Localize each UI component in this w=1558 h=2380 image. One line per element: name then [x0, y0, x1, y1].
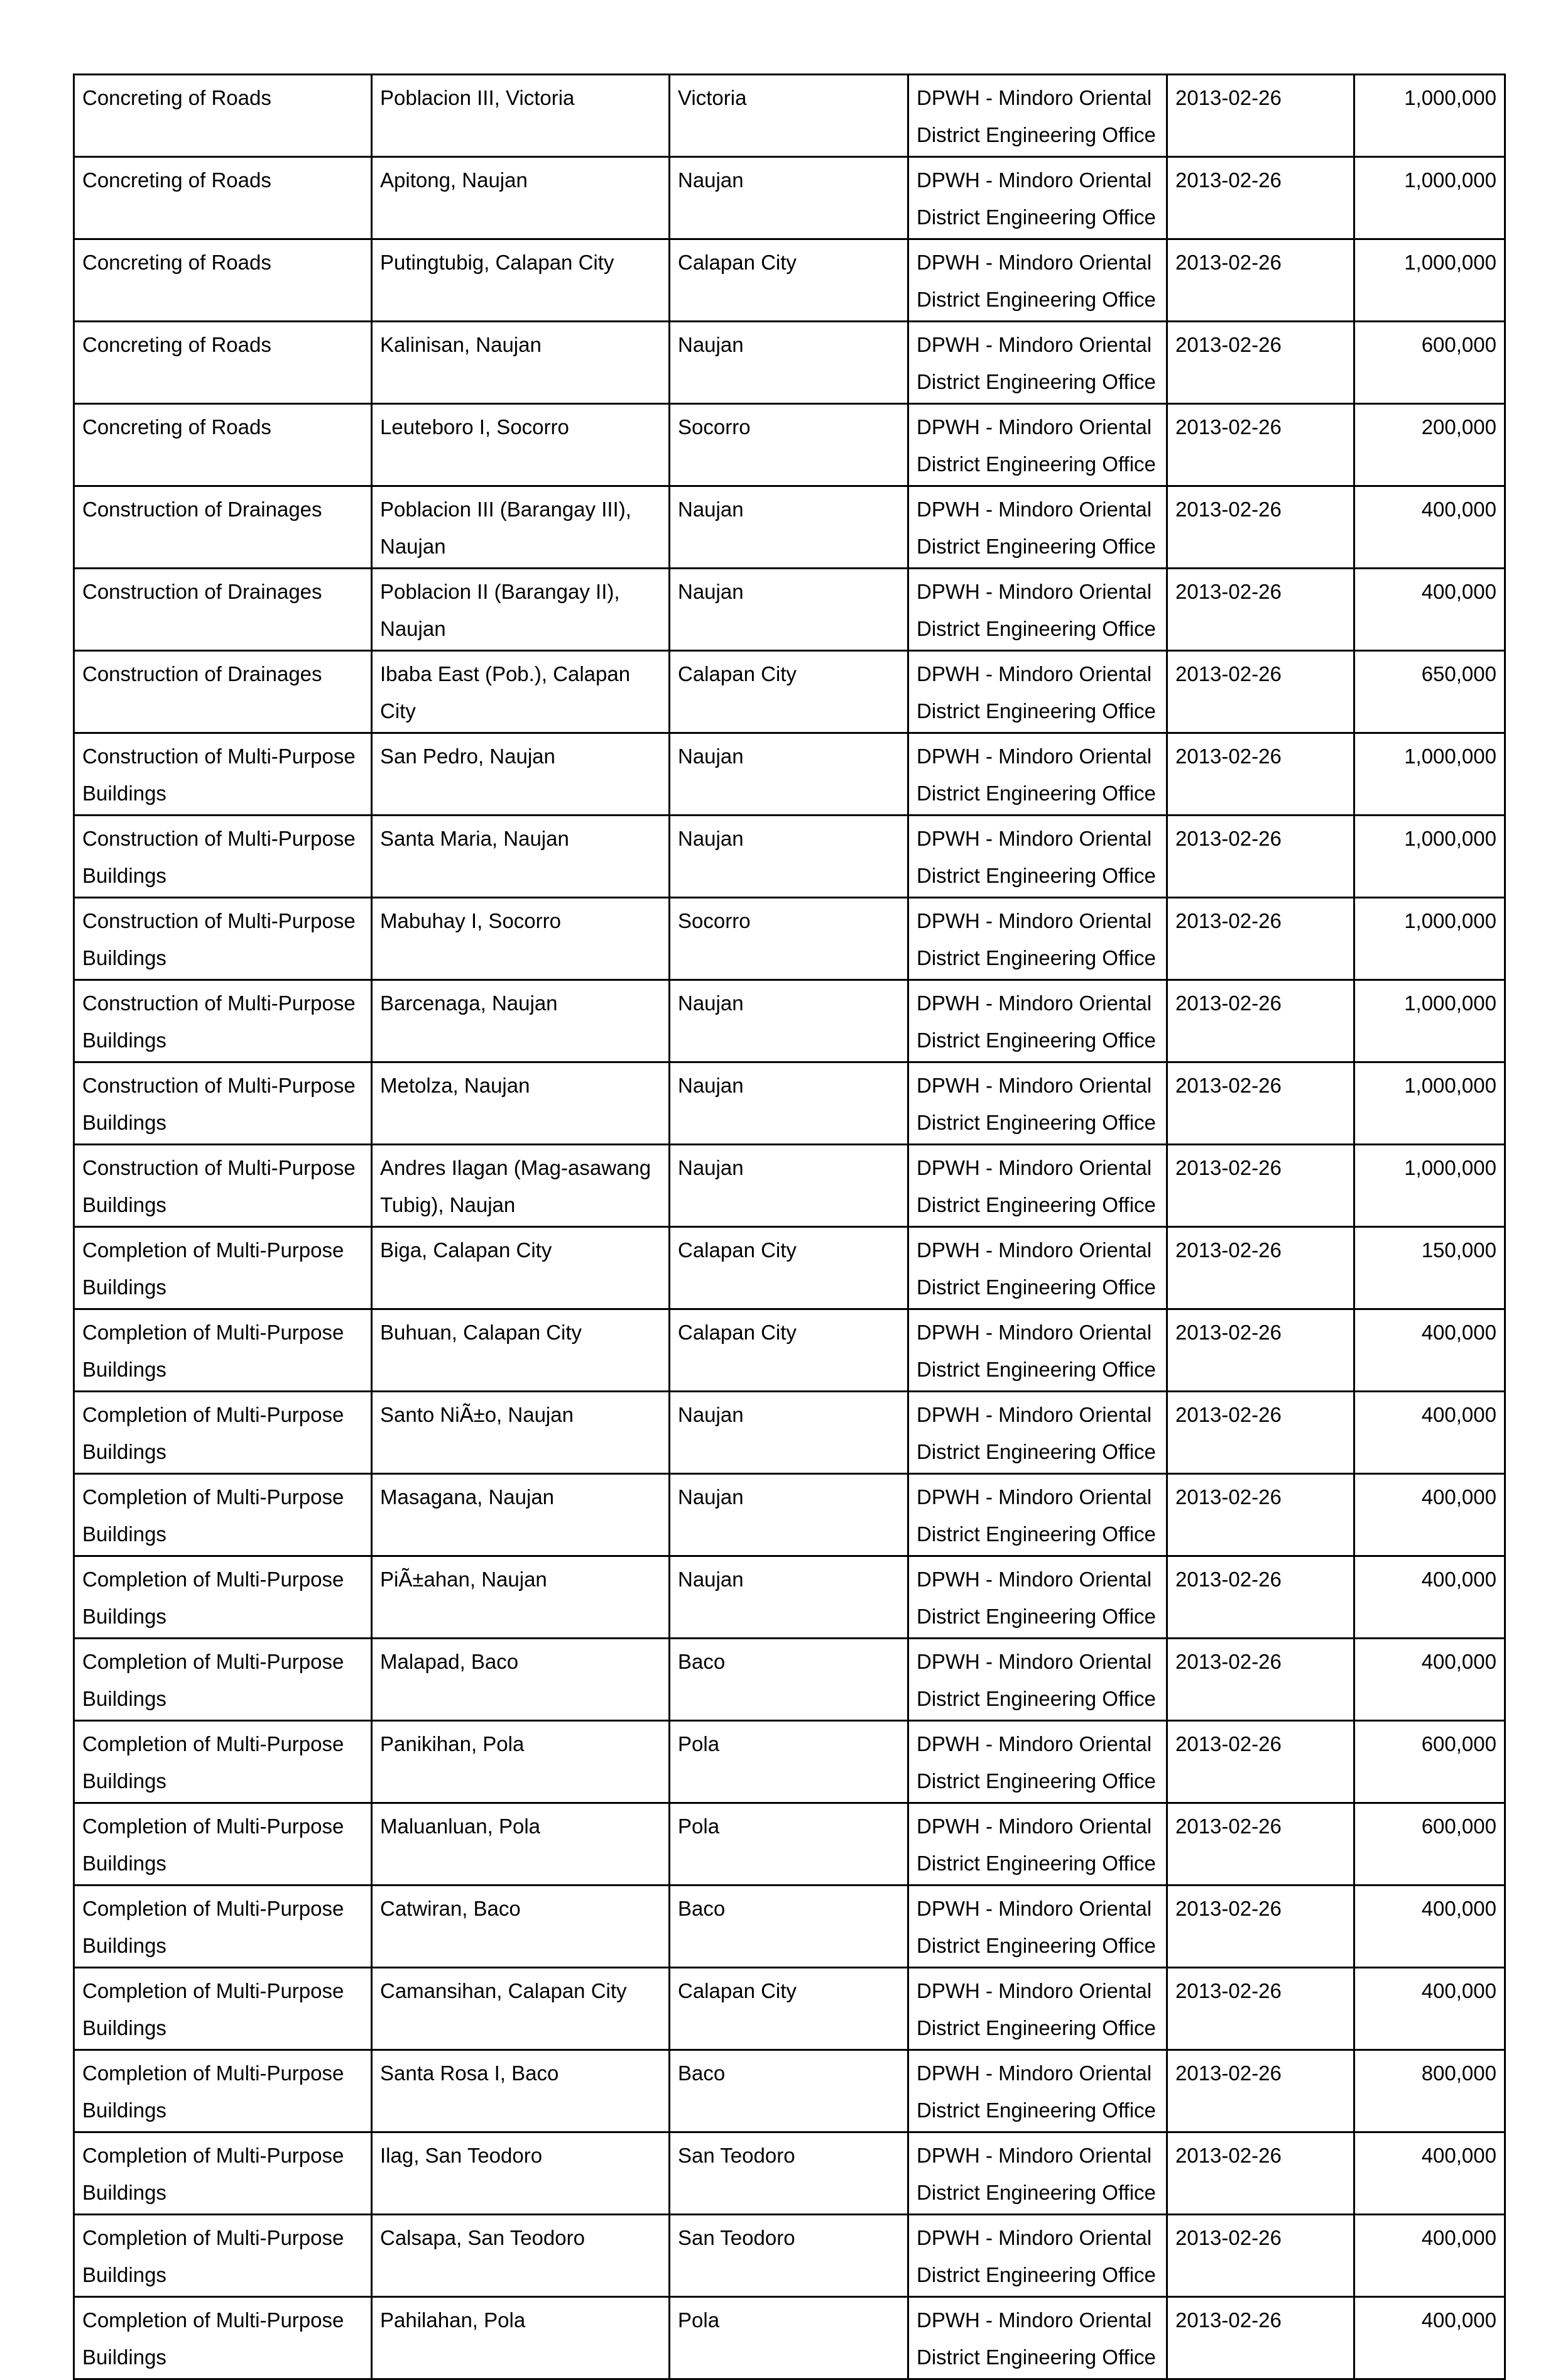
amount-cell: 1,000,000 [1354, 1062, 1505, 1145]
location-cell: Ilag, San Teodoro [372, 2132, 670, 2215]
table-row [74, 1227, 1505, 1309]
amount-cell: 800,000 [1354, 2050, 1505, 2132]
table-row [74, 404, 1505, 486]
date-cell: 2013-02-26 [1167, 2132, 1354, 2215]
project-cell: Construction of Drainages [74, 486, 372, 569]
project-cell: Completion of Multi-Purpose Buildings [74, 1968, 372, 2050]
table-row [74, 2132, 1505, 2215]
project-cell: Completion of Multi-Purpose Buildings [74, 1721, 372, 1803]
project-cell: Construction of Multi-Purpose Buildings [74, 898, 372, 980]
location-cell: Masagana, Naujan [372, 1474, 670, 1556]
municipality-cell: Baco [670, 2050, 908, 2132]
table-row [74, 1886, 1505, 1968]
table-row [74, 1474, 1505, 1556]
agency-cell: DPWH - Mindoro Oriental District Engineering Office [908, 1227, 1167, 1309]
project-cell: Completion of Multi-Purpose Buildings [74, 1309, 372, 1392]
table-row [74, 651, 1505, 733]
municipality-cell: Naujan [670, 1474, 908, 1556]
agency-cell: DPWH - Mindoro Oriental District Engineering Office [908, 651, 1167, 733]
agency-cell: DPWH - Mindoro Oriental District Engineering Office [908, 1721, 1167, 1803]
municipality-cell: Naujan [670, 733, 908, 816]
table-row [74, 2215, 1505, 2297]
amount-cell: 150,000 [1354, 1227, 1505, 1309]
table-row [74, 239, 1505, 322]
date-cell: 2013-02-26 [1167, 239, 1354, 322]
location-cell: Metolza, Naujan [372, 1062, 670, 1145]
agency-cell: DPWH - Mindoro Oriental District Engineering Office [908, 898, 1167, 980]
amount-cell: 600,000 [1354, 322, 1505, 404]
date-cell: 2013-02-26 [1167, 2297, 1354, 2379]
project-cell: Concreting of Roads [74, 157, 372, 239]
amount-cell: 400,000 [1354, 2215, 1505, 2297]
location-cell: Apitong, Naujan [372, 157, 670, 239]
amount-cell: 200,000 [1354, 404, 1505, 486]
agency-cell: DPWH - Mindoro Oriental District Engineering Office [908, 75, 1167, 157]
projects-table-body [74, 75, 1505, 2379]
date-cell: 2013-02-26 [1167, 1474, 1354, 1556]
project-cell: Completion of Multi-Purpose Buildings [74, 1886, 372, 1968]
municipality-cell: Victoria [670, 75, 908, 157]
amount-cell: 1,000,000 [1354, 75, 1505, 157]
location-cell: Santa Maria, Naujan [372, 816, 670, 898]
location-cell: Poblacion III, Victoria [372, 75, 670, 157]
date-cell: 2013-02-26 [1167, 1227, 1354, 1309]
municipality-cell: Naujan [670, 1145, 908, 1227]
table-row [74, 1392, 1505, 1474]
location-cell: Poblacion II (Barangay II), Naujan [372, 569, 670, 651]
amount-cell: 400,000 [1354, 2297, 1505, 2379]
table-row [74, 486, 1505, 569]
date-cell: 2013-02-26 [1167, 157, 1354, 239]
project-cell: Completion of Multi-Purpose Buildings [74, 2215, 372, 2297]
date-cell: 2013-02-26 [1167, 1886, 1354, 1968]
agency-cell: DPWH - Mindoro Oriental District Engineering Office [908, 239, 1167, 322]
table-row [74, 733, 1505, 816]
agency-cell: DPWH - Mindoro Oriental District Engineering Office [908, 1474, 1167, 1556]
project-cell: Construction of Multi-Purpose Buildings [74, 733, 372, 816]
table-row [74, 980, 1505, 1062]
amount-cell: 400,000 [1354, 1639, 1505, 1721]
municipality-cell: Pola [670, 1803, 908, 1886]
agency-cell: DPWH - Mindoro Oriental District Engineering Office [908, 1145, 1167, 1227]
location-cell: Santa Rosa I, Baco [372, 2050, 670, 2132]
project-cell: Construction of Multi-Purpose Buildings [74, 1062, 372, 1145]
date-cell: 2013-02-26 [1167, 1556, 1354, 1639]
municipality-cell: Baco [670, 1886, 908, 1968]
table-row [74, 1803, 1505, 1886]
agency-cell: DPWH - Mindoro Oriental District Engineering Office [908, 2215, 1167, 2297]
municipality-cell: Naujan [670, 322, 908, 404]
municipality-cell: Calapan City [670, 1227, 908, 1309]
agency-cell: DPWH - Mindoro Oriental District Engineering Office [908, 157, 1167, 239]
municipality-cell: San Teodoro [670, 2215, 908, 2297]
table-row [74, 75, 1505, 157]
date-cell: 2013-02-26 [1167, 1392, 1354, 1474]
municipality-cell: Calapan City [670, 239, 908, 322]
project-cell: Completion of Multi-Purpose Buildings [74, 1474, 372, 1556]
agency-cell: DPWH - Mindoro Oriental District Engineering Office [908, 322, 1167, 404]
amount-cell: 1,000,000 [1354, 980, 1505, 1062]
municipality-cell: Naujan [670, 569, 908, 651]
amount-cell: 400,000 [1354, 1556, 1505, 1639]
project-cell: Concreting of Roads [74, 75, 372, 157]
date-cell: 2013-02-26 [1167, 651, 1354, 733]
location-cell: Ibaba East (Pob.), Calapan City [372, 651, 670, 733]
date-cell: 2013-02-26 [1167, 1309, 1354, 1392]
project-cell: Concreting of Roads [74, 239, 372, 322]
amount-cell: 400,000 [1354, 486, 1505, 569]
municipality-cell: Naujan [670, 1556, 908, 1639]
table-row [74, 2297, 1505, 2379]
location-cell: Mabuhay I, Socorro [372, 898, 670, 980]
project-cell: Completion of Multi-Purpose Buildings [74, 1803, 372, 1886]
amount-cell: 400,000 [1354, 1309, 1505, 1392]
agency-cell: DPWH - Mindoro Oriental District Engineering Office [908, 1309, 1167, 1392]
amount-cell: 400,000 [1354, 1474, 1505, 1556]
location-cell: Camansihan, Calapan City [372, 1968, 670, 2050]
municipality-cell: San Teodoro [670, 2132, 908, 2215]
municipality-cell: Naujan [670, 486, 908, 569]
amount-cell: 400,000 [1354, 1886, 1505, 1968]
location-cell: Malapad, Baco [372, 1639, 670, 1721]
date-cell: 2013-02-26 [1167, 816, 1354, 898]
project-cell: Completion of Multi-Purpose Buildings [74, 1639, 372, 1721]
location-cell: Pahilahan, Pola [372, 2297, 670, 2379]
project-cell: Concreting of Roads [74, 322, 372, 404]
amount-cell: 400,000 [1354, 2132, 1505, 2215]
table-row [74, 1968, 1505, 2050]
date-cell: 2013-02-26 [1167, 322, 1354, 404]
agency-cell: DPWH - Mindoro Oriental District Engineering Office [908, 1968, 1167, 2050]
date-cell: 2013-02-26 [1167, 1145, 1354, 1227]
table-row [74, 1309, 1505, 1392]
amount-cell: 1,000,000 [1354, 157, 1505, 239]
amount-cell: 600,000 [1354, 1721, 1505, 1803]
table-row [74, 898, 1505, 980]
location-cell: Panikihan, Pola [372, 1721, 670, 1803]
table-row [74, 322, 1505, 404]
projects-table [73, 74, 1506, 2380]
agency-cell: DPWH - Mindoro Oriental District Engineering Office [908, 1062, 1167, 1145]
table-row [74, 1721, 1505, 1803]
agency-cell: DPWH - Mindoro Oriental District Engineering Office [908, 733, 1167, 816]
municipality-cell: Naujan [670, 816, 908, 898]
agency-cell: DPWH - Mindoro Oriental District Engineering Office [908, 980, 1167, 1062]
table-row [74, 157, 1505, 239]
location-cell: Maluanluan, Pola [372, 1803, 670, 1886]
table-row [74, 1556, 1505, 1639]
municipality-cell: Calapan City [670, 651, 908, 733]
date-cell: 2013-02-26 [1167, 404, 1354, 486]
table-row [74, 569, 1505, 651]
agency-cell: DPWH - Mindoro Oriental District Engineering Office [908, 2297, 1167, 2379]
municipality-cell: Socorro [670, 898, 908, 980]
municipality-cell: Calapan City [670, 1968, 908, 2050]
municipality-cell: Baco [670, 1639, 908, 1721]
date-cell: 2013-02-26 [1167, 1721, 1354, 1803]
municipality-cell: Naujan [670, 1392, 908, 1474]
agency-cell: DPWH - Mindoro Oriental District Engineering Office [908, 1392, 1167, 1474]
date-cell: 2013-02-26 [1167, 569, 1354, 651]
table-row [74, 1062, 1505, 1145]
table-row [74, 816, 1505, 898]
date-cell: 2013-02-26 [1167, 898, 1354, 980]
project-cell: Completion of Multi-Purpose Buildings [74, 1556, 372, 1639]
municipality-cell: Calapan City [670, 1309, 908, 1392]
project-cell: Completion of Multi-Purpose Buildings [74, 1227, 372, 1309]
agency-cell: DPWH - Mindoro Oriental District Engineering Office [908, 2050, 1167, 2132]
project-cell: Construction of Multi-Purpose Buildings [74, 1145, 372, 1227]
agency-cell: DPWH - Mindoro Oriental District Engineering Office [908, 1556, 1167, 1639]
date-cell: 2013-02-26 [1167, 733, 1354, 816]
municipality-cell: Pola [670, 2297, 908, 2379]
project-cell: Construction of Drainages [74, 569, 372, 651]
date-cell: 2013-02-26 [1167, 75, 1354, 157]
table-row [74, 1145, 1505, 1227]
date-cell: 2013-02-26 [1167, 1639, 1354, 1721]
amount-cell: 1,000,000 [1354, 816, 1505, 898]
agency-cell: DPWH - Mindoro Oriental District Engineering Office [908, 2132, 1167, 2215]
amount-cell: 400,000 [1354, 569, 1505, 651]
location-cell: Catwiran, Baco [372, 1886, 670, 1968]
project-cell: Concreting of Roads [74, 404, 372, 486]
agency-cell: DPWH - Mindoro Oriental District Engineering Office [908, 1803, 1167, 1886]
amount-cell: 1,000,000 [1354, 898, 1505, 980]
project-cell: Completion of Multi-Purpose Buildings [74, 2132, 372, 2215]
date-cell: 2013-02-26 [1167, 980, 1354, 1062]
project-cell: Completion of Multi-Purpose Buildings [74, 2050, 372, 2132]
date-cell: 2013-02-26 [1167, 1968, 1354, 2050]
amount-cell: 600,000 [1354, 1803, 1505, 1886]
project-cell: Construction of Multi-Purpose Buildings [74, 816, 372, 898]
location-cell: PiÃ±ahan, Naujan [372, 1556, 670, 1639]
amount-cell: 400,000 [1354, 1968, 1505, 2050]
agency-cell: DPWH - Mindoro Oriental District Engineering Office [908, 486, 1167, 569]
location-cell: Barcenaga, Naujan [372, 980, 670, 1062]
amount-cell: 650,000 [1354, 651, 1505, 733]
location-cell: San Pedro, Naujan [372, 733, 670, 816]
date-cell: 2013-02-26 [1167, 486, 1354, 569]
municipality-cell: Naujan [670, 1062, 908, 1145]
date-cell: 2013-02-26 [1167, 1803, 1354, 1886]
project-cell: Completion of Multi-Purpose Buildings [74, 1392, 372, 1474]
municipality-cell: Naujan [670, 157, 908, 239]
table-row [74, 2050, 1505, 2132]
location-cell: Biga, Calapan City [372, 1227, 670, 1309]
amount-cell: 400,000 [1354, 1392, 1505, 1474]
project-cell: Construction of Drainages [74, 651, 372, 733]
date-cell: 2013-02-26 [1167, 1062, 1354, 1145]
agency-cell: DPWH - Mindoro Oriental District Engineering Office [908, 1639, 1167, 1721]
amount-cell: 1,000,000 [1354, 239, 1505, 322]
municipality-cell: Socorro [670, 404, 908, 486]
agency-cell: DPWH - Mindoro Oriental District Engineering Office [908, 404, 1167, 486]
project-cell: Completion of Multi-Purpose Buildings [74, 2297, 372, 2379]
date-cell: 2013-02-26 [1167, 2215, 1354, 2297]
location-cell: Putingtubig, Calapan City [372, 239, 670, 322]
location-cell: Leuteboro I, Socorro [372, 404, 670, 486]
location-cell: Santo NiÃ±o, Naujan [372, 1392, 670, 1474]
table-row [74, 1639, 1505, 1721]
project-cell: Construction of Multi-Purpose Buildings [74, 980, 372, 1062]
municipality-cell: Pola [670, 1721, 908, 1803]
date-cell: 2013-02-26 [1167, 2050, 1354, 2132]
location-cell: Calsapa, San Teodoro [372, 2215, 670, 2297]
agency-cell: DPWH - Mindoro Oriental District Engineering Office [908, 1886, 1167, 1968]
amount-cell: 1,000,000 [1354, 1145, 1505, 1227]
amount-cell: 1,000,000 [1354, 733, 1505, 816]
location-cell: Buhuan, Calapan City [372, 1309, 670, 1392]
location-cell: Poblacion III (Barangay III), Naujan [372, 486, 670, 569]
location-cell: Andres Ilagan (Mag-asawang Tubig), Naujan [372, 1145, 670, 1227]
municipality-cell: Naujan [670, 980, 908, 1062]
agency-cell: DPWH - Mindoro Oriental District Engineering Office [908, 816, 1167, 898]
agency-cell: DPWH - Mindoro Oriental District Engineering Office [908, 569, 1167, 651]
location-cell: Kalinisan, Naujan [372, 322, 670, 404]
